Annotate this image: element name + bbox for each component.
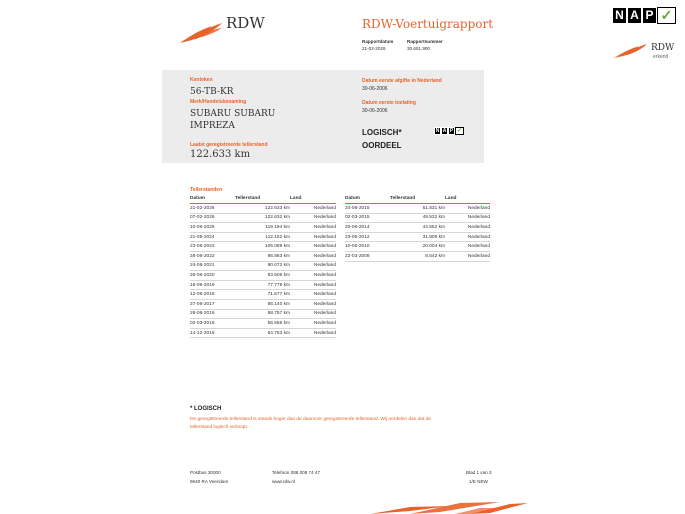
reading-odometer: 71.577 km (235, 290, 290, 300)
reading-country: Nederland (290, 261, 336, 271)
table-row (190, 261, 336, 271)
table-row (190, 290, 336, 300)
table-row (190, 223, 336, 233)
verdict-line1: LOGISCH* (362, 128, 402, 137)
reading-country: Nederland (445, 232, 490, 242)
rdw-bird-icon (178, 20, 226, 46)
nap-letter: N (435, 128, 440, 134)
col-odometer: Tellerstand (390, 195, 445, 204)
reading-odometer: 58.757 km (235, 309, 290, 319)
plate-label: Kenteken (190, 77, 213, 83)
decorative-stripes (370, 497, 530, 514)
reading-date: 07-02-2026 (190, 213, 235, 223)
reading-odometer: 31.905 km (390, 232, 445, 242)
reading-country: Nederland (290, 309, 336, 319)
reading-odometer: 77.778 km (235, 280, 290, 290)
table-row (190, 271, 336, 281)
table-row (345, 242, 490, 252)
reading-country: Nederland (290, 271, 336, 281)
nap-letter: N (612, 7, 627, 24)
table-row (190, 319, 336, 329)
reading-country: Nederland (290, 280, 336, 290)
reading-date: 21-05-2024 (190, 232, 235, 242)
reading-date: 18-06-2019 (190, 280, 235, 290)
reading-date: 10-05-2010 (345, 242, 390, 252)
readings-title: Tellerstanden (190, 187, 223, 193)
reading-date: 20-06-2014 (345, 223, 390, 233)
reading-odometer: 44.552 km (390, 223, 445, 233)
reading-odometer: 122.633 km (235, 204, 290, 214)
footer-page: Blad 1 van 3 (466, 470, 492, 475)
readings-table-right (345, 195, 490, 262)
reading-odometer: 51.831 km (390, 204, 445, 214)
footer-code: 1/E NEW (469, 479, 488, 484)
footer-phone: Telefoon 088 008 74 47 (272, 470, 321, 475)
first-admission-value: 30-06-2006 (362, 108, 388, 114)
reading-odometer: 8.542 km (390, 251, 445, 261)
table-row (190, 299, 336, 309)
table-row (345, 204, 490, 214)
reading-odometer: 119.194 km (235, 223, 290, 233)
footnote-title: * LOGISCH (190, 406, 222, 412)
reading-country: Nederland (290, 290, 336, 300)
report-date-label: Rapportdatum (362, 39, 394, 44)
rdw-erkend-text: RDW (651, 43, 675, 53)
reading-country: Nederland (445, 223, 490, 233)
reading-date: 10-06-2025 (190, 223, 235, 233)
reading-date: 02-03-2016 (190, 319, 235, 329)
reading-date: 21-02-2026 (190, 204, 235, 214)
reading-date: 27-06-2017 (190, 299, 235, 309)
reading-odometer: 49.532 km (390, 213, 445, 223)
reading-date: 14-12-2015 (190, 328, 235, 338)
reading-date: 12-06-2018 (190, 290, 235, 300)
footer-address1: Postbus 30000 (190, 470, 221, 475)
brand-label: Merk/Handelsbenaming (190, 99, 247, 105)
reading-date: 28-06-2022 (190, 251, 235, 261)
report-title: RDW-Voertuigrapport (362, 17, 494, 31)
col-odometer: Tellerstand (235, 195, 290, 204)
nap-logo (612, 7, 676, 24)
nap-letter: A (442, 128, 447, 134)
odometer-label: Laatst geregistreerde tellerstand (190, 142, 268, 148)
col-date: Datum (345, 195, 390, 204)
col-date: Datum (190, 195, 235, 204)
table-row (345, 223, 490, 233)
reading-odometer: 83.506 km (235, 271, 290, 281)
nap-letter: A (627, 7, 642, 24)
reading-odometer: 105.089 km (235, 242, 290, 252)
col-country: Land (445, 195, 490, 204)
first-nl-label: Datum eerste afgifte in Nederland (362, 78, 442, 84)
rdw-erkend-sub: erkend (653, 54, 669, 60)
nap-letter: P (449, 128, 454, 134)
reading-country: Nederland (290, 204, 336, 214)
footer-address2: 9640 RA Veendam (190, 479, 229, 484)
table-row (190, 232, 336, 242)
reading-country: Nederland (290, 251, 336, 261)
table-row (190, 213, 336, 223)
reading-country: Nederland (290, 242, 336, 252)
col-country: Land (290, 195, 336, 204)
brand-line1: SUBARU SUBARU (190, 109, 276, 119)
plate-value: 56-TB-KR (190, 87, 234, 97)
reading-country: Nederland (290, 319, 336, 329)
brand-name: RDW (226, 14, 265, 32)
table-row (190, 309, 336, 319)
reading-country: Nederland (290, 213, 336, 223)
reading-odometer: 96.883 km (235, 251, 290, 261)
table-row (345, 251, 490, 261)
verdict-line2: OORDEEL (362, 141, 402, 150)
reading-date: 23-05-2012 (345, 232, 390, 242)
reading-odometer: 54.753 km (235, 328, 290, 338)
reading-date: 26-06-2020 (190, 271, 235, 281)
reading-country: Nederland (290, 232, 336, 242)
reading-date: 23-06-2023 (190, 242, 235, 252)
table-row (190, 251, 336, 261)
report-number-label: Rapportnummer (407, 39, 443, 44)
table-row (190, 328, 336, 338)
nap-badge (434, 127, 464, 135)
reading-date: 24-06-2021 (190, 261, 235, 271)
nap-letter: P (642, 7, 657, 24)
reading-country: Nederland (290, 223, 336, 233)
reading-odometer: 65.140 km (235, 299, 290, 309)
reading-date: 02-03-2015 (345, 213, 390, 223)
reading-date: 24-06-2015 (345, 204, 390, 214)
table-row (345, 232, 490, 242)
rdw-erkend-bird-icon (613, 42, 649, 60)
rdw-logo (178, 14, 268, 46)
footnote-text-1: De geregistreerde tellerstand is steeds hoger dan de daarvoor geregistreerde tellerstand. Wij oordelen dan dat de (190, 417, 432, 422)
reading-country: Nederland (445, 242, 490, 252)
report-number: 30.651.900 (407, 46, 430, 51)
reading-date: 28-06-2016 (190, 309, 235, 319)
check-icon: ✓ (657, 7, 676, 24)
reading-date: 22-03-2008 (345, 251, 390, 261)
reading-country: Nederland (445, 213, 490, 223)
reading-country: Nederland (445, 204, 490, 214)
footer-web[interactable]: www.rdw.nl (272, 479, 295, 484)
reading-odometer: 90.073 km (235, 261, 290, 271)
reading-odometer: 122.632 km (235, 213, 290, 223)
brand-line2: IMPREZA (190, 121, 235, 131)
reading-odometer: 112.152 km (235, 232, 290, 242)
reading-country: Nederland (290, 299, 336, 309)
first-nl-value: 30-06-2006 (362, 86, 388, 92)
reading-odometer: 56.556 km (235, 319, 290, 329)
table-row (190, 242, 336, 252)
odometer-value: 122.633 km (190, 149, 251, 160)
check-icon: ✓ (456, 128, 463, 134)
footnote-text-2: tellerstand logisch verloopt. (190, 425, 249, 430)
first-admission-label: Datum eerste toelating (362, 100, 416, 106)
table-row (190, 204, 336, 214)
reading-odometer: 20.004 km (390, 242, 445, 252)
report-date: 21-02-2026 (362, 46, 386, 51)
reading-country: Nederland (445, 251, 490, 261)
table-row (190, 280, 336, 290)
table-row (345, 213, 490, 223)
reading-country: Nederland (290, 328, 336, 338)
readings-table-left (190, 195, 336, 338)
